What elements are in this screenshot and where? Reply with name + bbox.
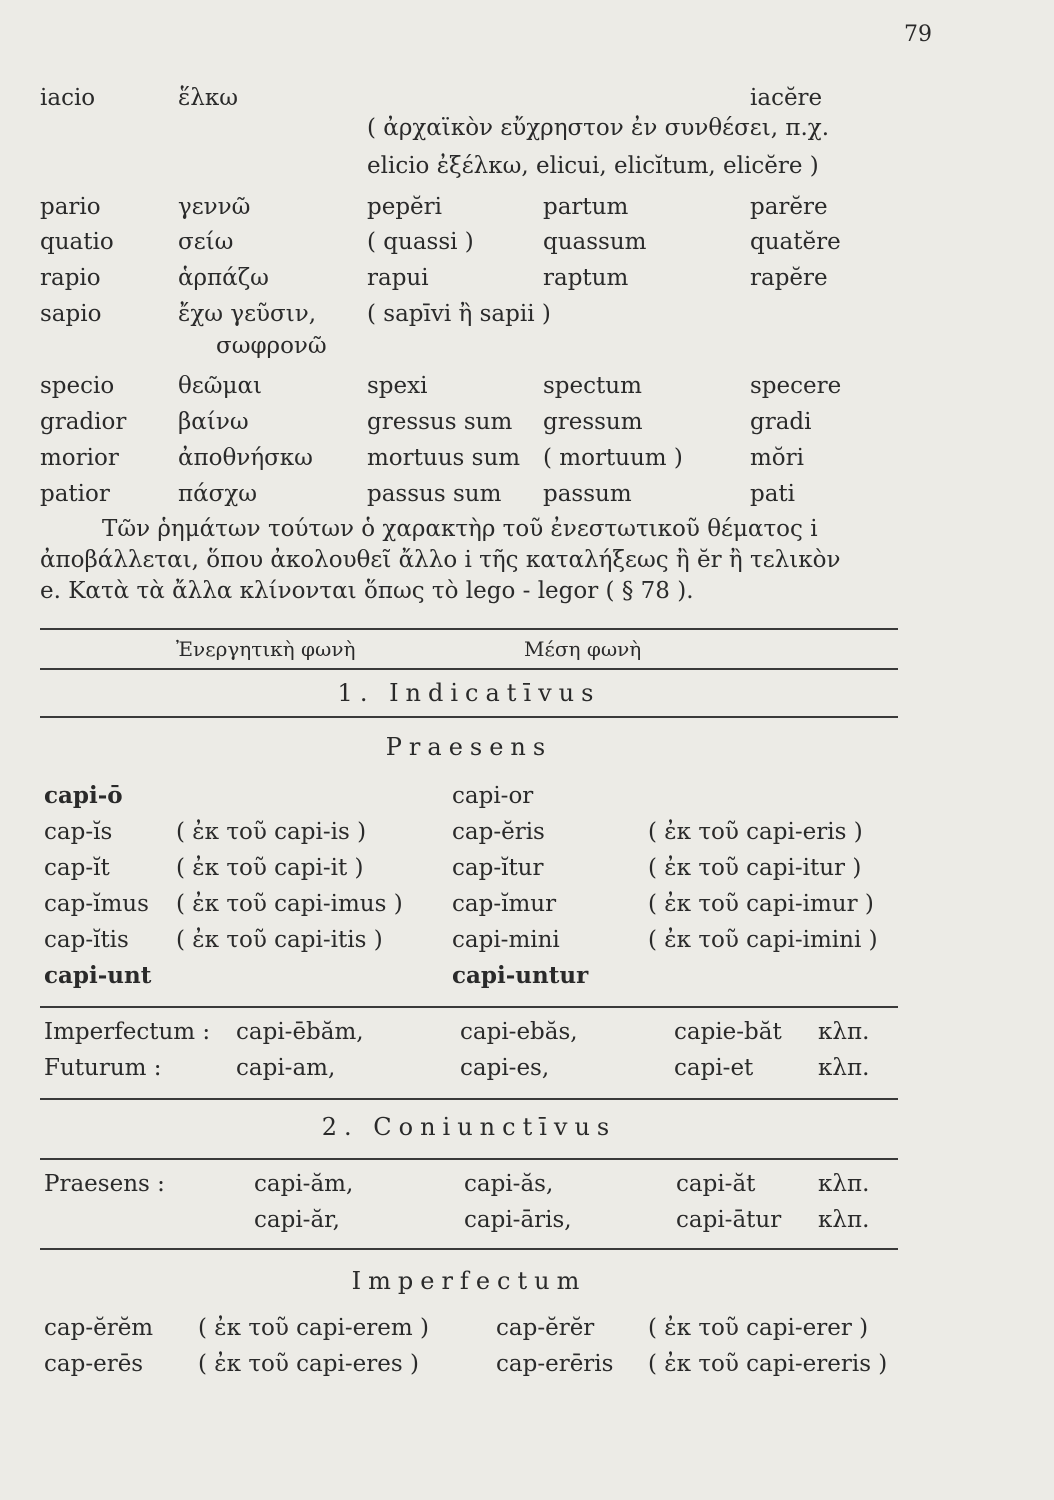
- verb-row: [0, 224, 1054, 260]
- greek-meaning: σείω: [178, 229, 234, 255]
- perfect: ( quassi ): [367, 229, 474, 255]
- form-3: capi-et: [674, 1055, 754, 1081]
- paragraph-line: e. Κατὰ τὰ ἄλλα κλίνονται ὅπως τὸ lego - legor ( § 78 ).: [40, 578, 694, 604]
- latin-verb: quatio: [40, 229, 114, 255]
- perfect: passus sum: [367, 481, 502, 507]
- middle-form: capi-or: [452, 783, 534, 809]
- greek-meaning: ἕλκω: [178, 85, 239, 111]
- verb-row: [0, 260, 1054, 296]
- verb-row: [0, 189, 1054, 225]
- etc-abbrev: κλπ.: [818, 1019, 870, 1045]
- middle-form: cap-ĭmur: [452, 891, 557, 917]
- active-origin: ( ἐκ τοῦ capi-eres ): [198, 1351, 419, 1377]
- infinitive: pati: [750, 481, 796, 507]
- conjugation-row: [0, 958, 1054, 994]
- latin-verb: specio: [40, 373, 115, 399]
- greek-meaning: θεῶμαι: [178, 373, 263, 399]
- supine: ( mortuum ): [543, 445, 683, 471]
- middle-origin: ( ἐκ τοῦ capi-imur ): [648, 891, 874, 917]
- note-text: ( ἀρχαϊκὸν εὔχρηστον ἐν συνθέσει, π.χ.: [367, 115, 830, 141]
- verb-row: [0, 440, 1054, 476]
- infinitive: gradi: [750, 409, 812, 435]
- paragraph-line: ἀποβάλλεται, ὅπου ἀκολουθεῖ ἄλλο i τῆς καταλήξεως ἢ ĕr ἢ τελικὸν: [40, 547, 841, 573]
- active-form: cap-ĭt: [44, 855, 110, 881]
- supine: partum: [543, 194, 629, 220]
- latin-verb: gradior: [40, 409, 127, 435]
- conjugation-row: [0, 814, 1054, 850]
- middle-origin: ( ἐκ τοῦ capi-ereris ): [648, 1351, 888, 1377]
- rule: [40, 716, 898, 718]
- rule: [40, 628, 898, 630]
- etc-abbrev: κλπ.: [818, 1207, 870, 1233]
- perfect: mortuus sum: [367, 445, 521, 471]
- conjugation-row: [0, 886, 1054, 922]
- greek-meaning: ἁρπάζω: [178, 265, 269, 291]
- active-form: cap-ĭmus: [44, 891, 149, 917]
- subsection-title-praesens: Praesens: [385, 733, 553, 761]
- middle-origin: ( ἐκ τοῦ capi-itur ): [648, 855, 862, 881]
- conjugation-row: [0, 1310, 1054, 1346]
- middle-form: capi-mini: [452, 927, 560, 953]
- perfect: pepĕri: [367, 194, 443, 220]
- active-voice-header: Ἐνεργητικὴ φωνὴ: [176, 637, 356, 661]
- futurum-row: [0, 1050, 1054, 1086]
- latin-verb: pario: [40, 194, 101, 220]
- middle-form: cap-ĕrĕr: [496, 1315, 595, 1341]
- perfect: spexi: [367, 373, 428, 399]
- verb-row: [0, 404, 1054, 440]
- middle-form: cap-ĕris: [452, 819, 545, 845]
- subjunctive-present-row: [0, 1166, 1054, 1202]
- form-1: capi-ēbăm,: [236, 1019, 364, 1045]
- greek-meaning: σωφρονῶ: [216, 333, 327, 359]
- greek-meaning: βαίνω: [178, 409, 249, 435]
- page-number: 79: [904, 22, 932, 47]
- latin-verb: rapio: [40, 265, 101, 291]
- section-title-indicativus: 1. Indicatīvus: [337, 679, 601, 707]
- greek-meaning: ἔχω γεῦσιν,: [178, 301, 316, 327]
- form-3: capi-ăt: [676, 1171, 756, 1197]
- subsection-title-imperfectum: Imperfectum: [351, 1267, 587, 1295]
- active-origin: ( ἐκ τοῦ capi-imus ): [176, 891, 403, 917]
- rule: [40, 1248, 898, 1250]
- tense-label: Praesens :: [44, 1171, 165, 1197]
- conjugation-row: [0, 778, 1054, 814]
- active-form: cap-ĭtis: [44, 927, 129, 953]
- form-1: capi-ăr,: [254, 1207, 340, 1233]
- infinitive: mŏri: [750, 445, 805, 471]
- infinitive: parĕre: [750, 194, 828, 220]
- conjugation-row: [0, 1346, 1054, 1382]
- greek-meaning: γεννῶ: [178, 194, 251, 220]
- active-origin: ( ἐκ τοῦ capi-itis ): [176, 927, 383, 953]
- conjugation-row: [0, 922, 1054, 958]
- verb-row: [0, 368, 1054, 404]
- infinitive: rapĕre: [750, 265, 828, 291]
- conjugation-row: [0, 850, 1054, 886]
- explanatory-paragraph: [40, 514, 910, 607]
- middle-origin: ( ἐκ τοῦ capi-eris ): [648, 819, 863, 845]
- verb-note: [0, 148, 1054, 184]
- verb-row: [0, 476, 1054, 512]
- supine: raptum: [543, 265, 629, 291]
- latin-verb: morior: [40, 445, 119, 471]
- greek-meaning: πάσχω: [178, 481, 258, 507]
- form-2: capi-ebăs,: [460, 1019, 578, 1045]
- rule: [40, 1158, 898, 1160]
- active-form: capi-unt: [44, 962, 152, 989]
- middle-origin: ( ἐκ τοῦ capi-erer ): [648, 1315, 869, 1341]
- perfect: gressus sum: [367, 409, 513, 435]
- paragraph-line: Τῶν ῥημάτων τούτων ὁ χαρακτὴρ τοῦ ἐνεστωτικοῦ θέματος i: [102, 516, 818, 542]
- verb-row: [0, 296, 1054, 332]
- active-origin: ( ἐκ τοῦ capi-erem ): [198, 1315, 429, 1341]
- verb-note: [0, 110, 1054, 146]
- greek-meaning: ἀποθνήσκω: [178, 445, 313, 471]
- verb-row: [0, 328, 1054, 364]
- note-text: elicio ἐξέλκω, elicui, elicĭtum, elicĕre ): [367, 153, 819, 179]
- form-3: capi-ātur: [676, 1207, 782, 1233]
- rule: [40, 668, 898, 670]
- middle-origin: ( ἐκ τοῦ capi-imini ): [648, 927, 878, 953]
- rule: [40, 1098, 898, 1100]
- supine: gressum: [543, 409, 643, 435]
- etc-abbrev: κλπ.: [818, 1171, 870, 1197]
- active-form: cap-erēs: [44, 1351, 144, 1377]
- middle-form: cap-erēris: [496, 1351, 614, 1377]
- active-origin: ( ἐκ τοῦ capi-it ): [176, 855, 364, 881]
- middle-form: cap-ĭtur: [452, 855, 544, 881]
- subjunctive-present-row: [0, 1202, 1054, 1238]
- active-form: capi-ō: [44, 782, 123, 809]
- form-3: capie-băt: [674, 1019, 782, 1045]
- active-form: cap-ĭs: [44, 819, 113, 845]
- latin-verb: patior: [40, 481, 110, 507]
- supine: quassum: [543, 229, 647, 255]
- imperfectum-row: [0, 1014, 1054, 1050]
- perfect: rapui: [367, 265, 429, 291]
- etc-abbrev: κλπ.: [818, 1055, 870, 1081]
- infinitive: iacĕre: [750, 85, 823, 111]
- infinitive: specere: [750, 373, 842, 399]
- active-origin: ( ἐκ τοῦ capi-is ): [176, 819, 367, 845]
- perfect: ( sapīvi ἢ sapii ): [367, 301, 551, 327]
- tense-label: Futurum :: [44, 1055, 162, 1081]
- active-form: cap-ĕrĕm: [44, 1315, 154, 1341]
- section-title-coniunctivus: 2. Coniunctīvus: [321, 1113, 617, 1141]
- latin-verb: iacio: [40, 85, 96, 111]
- form-1: capi-am,: [236, 1055, 336, 1081]
- form-2: capi-ăs,: [464, 1171, 554, 1197]
- middle-voice-header: Μέση φωνὴ: [524, 637, 642, 661]
- form-1: capi-ăm,: [254, 1171, 354, 1197]
- form-2: capi-āris,: [464, 1207, 572, 1233]
- tense-label: Imperfectum :: [44, 1019, 211, 1045]
- middle-form: capi-untur: [452, 962, 589, 989]
- infinitive: quatĕre: [750, 229, 841, 255]
- supine: spectum: [543, 373, 642, 399]
- rule: [40, 1006, 898, 1008]
- form-2: capi-es,: [460, 1055, 550, 1081]
- supine: passum: [543, 481, 632, 507]
- latin-verb: sapio: [40, 301, 102, 327]
